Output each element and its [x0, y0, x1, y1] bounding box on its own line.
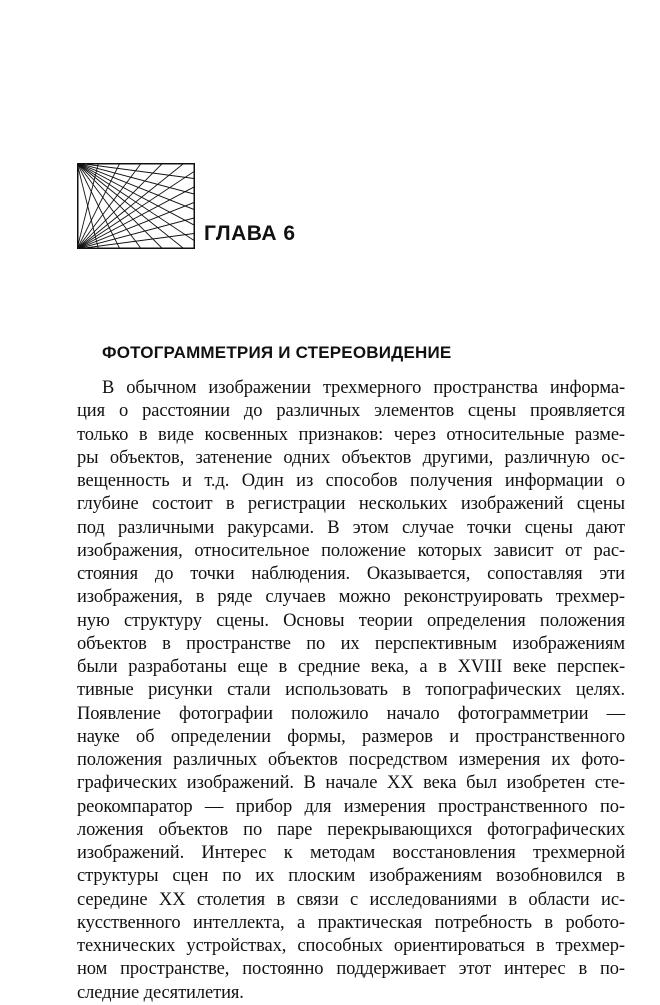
paragraph-line: только в виде косвенных признаков: через относительные разме- [77, 424, 625, 445]
paragraph-line: под различными ракурсами. В этом случае точки сцены дают [77, 517, 625, 538]
paragraph-line: глубине состоит в регистрации нескольких изображений сцены [77, 494, 625, 515]
paragraph-line: тивные рисунки стали использовать в топографических целях. [77, 680, 625, 701]
paragraph-line: объектов в пространстве по их перспективным изображениям [77, 633, 625, 654]
chapter-title: ГЛАВА 6 [204, 222, 296, 245]
body-paragraph [77, 377, 625, 1005]
fan-line-bottom [77, 186, 195, 249]
paragraph-line: были разработаны еще в средние века, а в XVIII веке перспек- [77, 657, 625, 677]
paragraph-line: следние десятилетия. [77, 982, 244, 1003]
paragraph-line: ры объектов, затенение одних объектов другими, различную ос- [77, 447, 625, 468]
paragraph-line: изображений. Интерес к методам восстановления трехмерной [77, 843, 625, 863]
paragraph-line: ложения объектов по паре перекрывающихся фотографических [77, 819, 625, 840]
fan-line-bottom [77, 171, 195, 249]
paragraph-line: Появление фотографии положило начало фотограмметрии — [77, 703, 625, 724]
paragraph-line: кусственного интеллекта, а практическая потребность в робото- [77, 912, 625, 933]
paragraph-line: графических изображений. В начале XX века был изобретен сте- [77, 773, 625, 794]
paragraph-line: ную структуру сцены. Основы теории определения положения [77, 610, 625, 631]
paragraph-line: ном пространстве, постоянно поддерживает этот интерес в по- [77, 959, 625, 980]
fan-line-top [77, 163, 195, 226]
paragraph-line: В обычном изображении трехмерного пространства информа- [102, 378, 625, 398]
paragraph-line: ция о расстоянии до различных элементов сцены проявляется [77, 401, 625, 422]
paragraph-line: середине XX столетия в связи с исследованиями в области ис- [77, 889, 625, 910]
paragraph-line: реокомпаратор — прибор для измерения пространственного по- [77, 796, 625, 817]
paragraph-line: изображения, относительное положение которых зависит от рас- [77, 540, 625, 561]
chapter-fan-grid-icon [77, 163, 195, 249]
paragraph-line: вещенность и т.д. Один из способов получения информации о [77, 471, 625, 491]
paragraph-line: технических устройствах, способных ориентироваться в трехмер- [77, 936, 625, 956]
fan-grid-svg [77, 163, 195, 249]
paragraph-line: науке об определении формы, размеров и пространственного [77, 726, 625, 747]
section-heading: ФОТОГРАММЕТРИЯ И СТЕРЕОВИДЕНИЕ [102, 343, 452, 362]
paragraph-line: стояния до точки наблюдения. Оказывается, сопоставляя эти [77, 564, 625, 584]
paragraph-line: положения различных объектов посредством измерения их фото- [77, 750, 625, 770]
paragraph-line: изображения, в ряде случаев можно реконструировать трехмер- [77, 587, 625, 608]
paragraph-line: структуры сцен по их плоским изображениям возобновился в [77, 866, 625, 887]
